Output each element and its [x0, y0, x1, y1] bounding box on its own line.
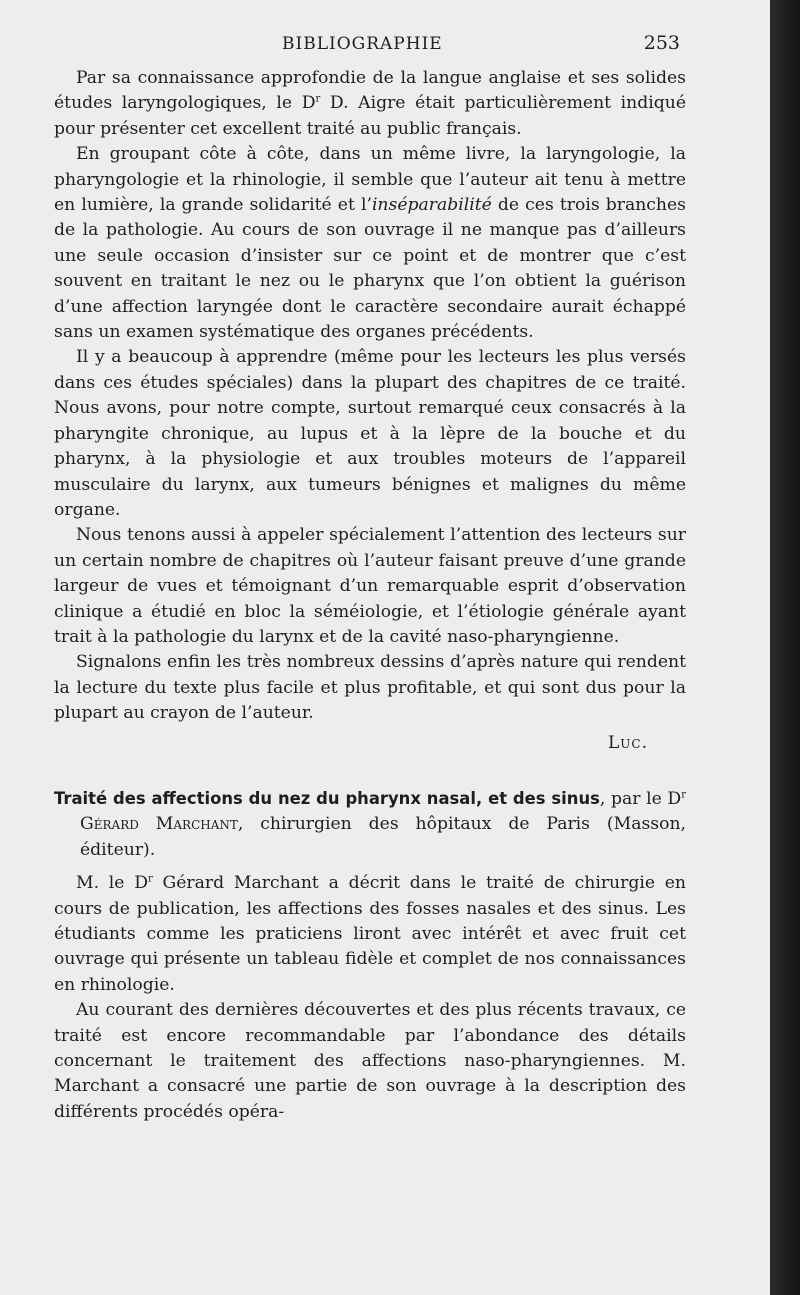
superscript: r: [148, 873, 153, 885]
section-gap: [54, 756, 686, 786]
emphasis: inséparabilité: [371, 195, 492, 216]
review1-paragraph-5: Signalons enfin les très nombreux dessins d’après nature qui rendent la lecture du texte plus facile et plus profitable, et qui sont dus pour la plupart au crayon de l’auteur.: [54, 652, 686, 724]
review2-paragraph-1: M. le $D^r$ Gérard Marchant a décrit dans le traité de chirurgie en cours de publication, les affections des fosses nasales et des sinus. Les étudiants comme les praticiens liront avec intérêt et avec fruit cet ouvrage qui présente un tableau fidèle et complet de nos connaissances en rhinologie.: [54, 873, 686, 995]
review1-paragraph-2: En groupant côte à côte, dans un même livre, la laryngologie, la pharyngologie et la rhinologie, il semble que l’auteur ait tenu à mettre en lumière, la grande solidarité et l’inséparabilité de ces trois branches de la pathologie. Au cours de son ouvrage il ne manque pas d’ailleurs une seule occasion d’insister sur ce point et de montrer que c’est souvent en traitant le nez ou le pharynx que l’on obtient la guérison d’une affection laryngée dont le caractère secondaire aurait échappé sans un examen systématique des organes précédents.: [54, 144, 686, 343]
review2-paragraph-2: Au courant des dernières découvertes et des plus récents travaux, ce traité est encore recommandable par l’abondance des détails concernant le traitement des affections naso-pharyngiennes. M. Marchant a consacré une partie de son ouvrage à la description des différents procédés opéra-: [54, 1000, 686, 1122]
review-aigre: [54, 66, 686, 1125]
superscript: r: [681, 789, 686, 801]
running-title: BIBLIOGRAPHIE: [282, 34, 443, 54]
book-title: Traité des affections du nez du pharynx nasal, et des sinus: [54, 788, 600, 808]
superscript: r: [315, 93, 321, 105]
page-content: [54, 30, 686, 1125]
review2-heading: Traité des affections du nez du pharynx nasal, et des sinus, par le $D^r$ Gérard Marchant, chirurgien des hôpitaux de Paris (Masson, éditeur).: [54, 788, 686, 860]
author-name: Gérard Marchant: [80, 814, 238, 835]
page-number: 253: [643, 32, 680, 54]
review1-signature: Luc.: [608, 732, 648, 753]
spacer: [54, 863, 686, 871]
review1-paragraph-1: Par sa connaissance approfondie de la langue anglaise et ses solides études laryngologiques, le $D^r$ D. Aigre était particulièrement indiqué pour présenter cet excellent traité au public français.: [54, 68, 686, 139]
running-head: [54, 30, 686, 60]
scan-dark-edge: [770, 0, 800, 1295]
review1-paragraph-3: Il y a beaucoup à apprendre (même pour les lecteurs les plus versés dans ces études spéciales) dans la plupart des chapitres de ce traité. Nous avons, pour notre compte, surtout remarqué ceux consacrés à la pharyngite chronique, au lupus et à la lèpre de la bouche et du pharynx, à la physiologie et aux troubles moteurs de l’appareil musculaire du larynx, aux tumeurs bénignes et malignes du même organe.: [54, 347, 686, 520]
review1-paragraph-4: Nous tenons aussi à appeler spécialement l’attention des lecteurs sur un certain nombre de chapitres où l’auteur faisant preuve d’une grande largeur de vues et témoignant d’un remarquable esprit d’observation clinique a étudié en bloc la séméiologie, et l’étiologie générale ayant trait à la pathologie du larynx et de la cavité naso-pharyngienne.: [54, 525, 686, 647]
